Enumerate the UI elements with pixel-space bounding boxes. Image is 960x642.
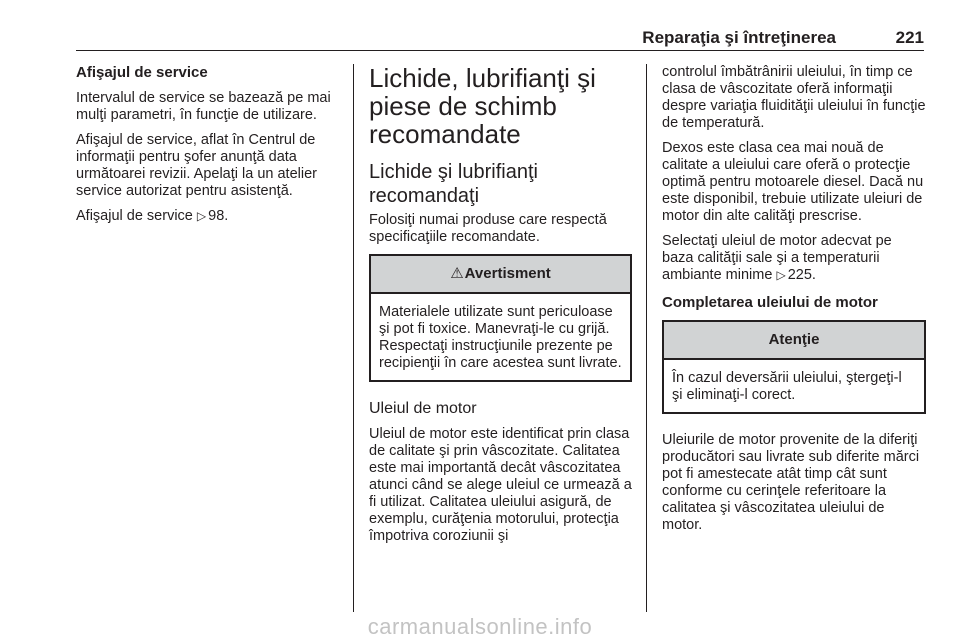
reference-text: Afişajul de service <box>76 208 193 224</box>
section-title: Reparaţia şi întreţinerea <box>642 28 836 47</box>
caution-text: În cazul deversării uleiului, ştergeţi-l şi eliminaţi-l corect. <box>672 370 902 403</box>
oil-aging-paragraph: controlul îmbătrânirii uleiului, în timp ce clasa de vâscozitate oferă informaţii despre variaţia fluidităţii uleiului în funcţie de temperatură. <box>662 64 926 131</box>
oil-mixing-paragraph: Uleiurile de motor provenite de la diferiţi producători sau livrate sub diferite mărci pot fi amestecate atât timp cât sunt conforme cu cerinţele referitoare la calitatea şi vâscozitatea uleiului de motor. <box>662 432 920 533</box>
column-1 <box>76 64 346 233</box>
warning-text: Materialele utilizate sunt periculoase şi pot fi toxice. Manevraţi-le cu grijă. Respectaţi instrucţiunile prezente pe recipienţii în care acestea sunt livrate. <box>379 304 622 371</box>
service-display-reference <box>76 208 346 225</box>
column-3 <box>662 64 926 542</box>
warning-box <box>369 254 632 382</box>
column-2 <box>369 64 632 553</box>
page-reference-link[interactable]: 225. <box>787 267 816 283</box>
chapter-title: Lichide, lubrifianţi şi piese de schimb recomandate <box>369 63 596 149</box>
caution-box-body <box>664 360 924 412</box>
warning-label: Avertisment <box>464 265 551 282</box>
section-subtitle: Lichide şi lubrifianţi recomandaţi <box>369 161 538 207</box>
page-header <box>76 24 924 51</box>
watermark: carmanualsonline.info <box>367 614 593 639</box>
page-reference-link[interactable]: 98. <box>208 208 229 224</box>
column-divider-left <box>353 64 354 612</box>
engine-oil-paragraph: Uleiul de motor este identificat prin clasa de calitate şi prin vâscozitate. Calitatea este mai importantă decât vâscozitatea atunci când se alege uleiul ce urmează a fi utilizat. Calitatea uleiului asigură, de exemplu, curăţenia motorului, protecţia împotriva coroziunii şi <box>369 426 632 544</box>
service-interval-paragraph: Intervalul de service se bazează pe mai mulţi parametri, în funcţie de utilizare. <box>76 90 331 123</box>
select-oil-paragraph <box>662 233 926 284</box>
page-reference-icon: ▷ <box>776 268 786 282</box>
page-number: 221 <box>895 28 924 47</box>
page-reference-icon: ▷ <box>196 209 207 223</box>
select-oil-text: Selectaţi uleiul de motor adecvat pe baza calităţii sale şi a temperaturii ambiante minime <box>662 233 892 283</box>
caution-box-header: Atenţie <box>664 322 924 360</box>
column-divider-right <box>646 64 647 612</box>
dexos-paragraph: Dexos este clasa cea mai nouă de calitate a uleiului care oferă o protecţie optimă pentru motoarele diesel. Dacă nu este disponibil, trebuie utilizate uleiuri de motor din alte calităţi prescrise. <box>662 140 924 224</box>
warning-box-body <box>371 294 630 380</box>
service-display-paragraph: Afişajul de service, aflat în Centrul de informaţii pentru şofer anunţă data următoarei revizii. Apelaţi la un atelier service autorizat pentru asistenţă. <box>76 132 317 199</box>
service-display-heading: Afişajul de service <box>76 64 208 81</box>
warning-box-header <box>371 256 630 294</box>
intro-paragraph: Folosiţi numai produse care respectă specificaţiile recomandate. <box>369 212 607 245</box>
caution-box <box>662 320 926 414</box>
warning-triangle-icon: ⚠ <box>450 265 464 282</box>
engine-oil-heading: Uleiul de motor <box>369 400 477 417</box>
oil-refill-heading: Completarea uleiului de motor <box>662 294 878 311</box>
